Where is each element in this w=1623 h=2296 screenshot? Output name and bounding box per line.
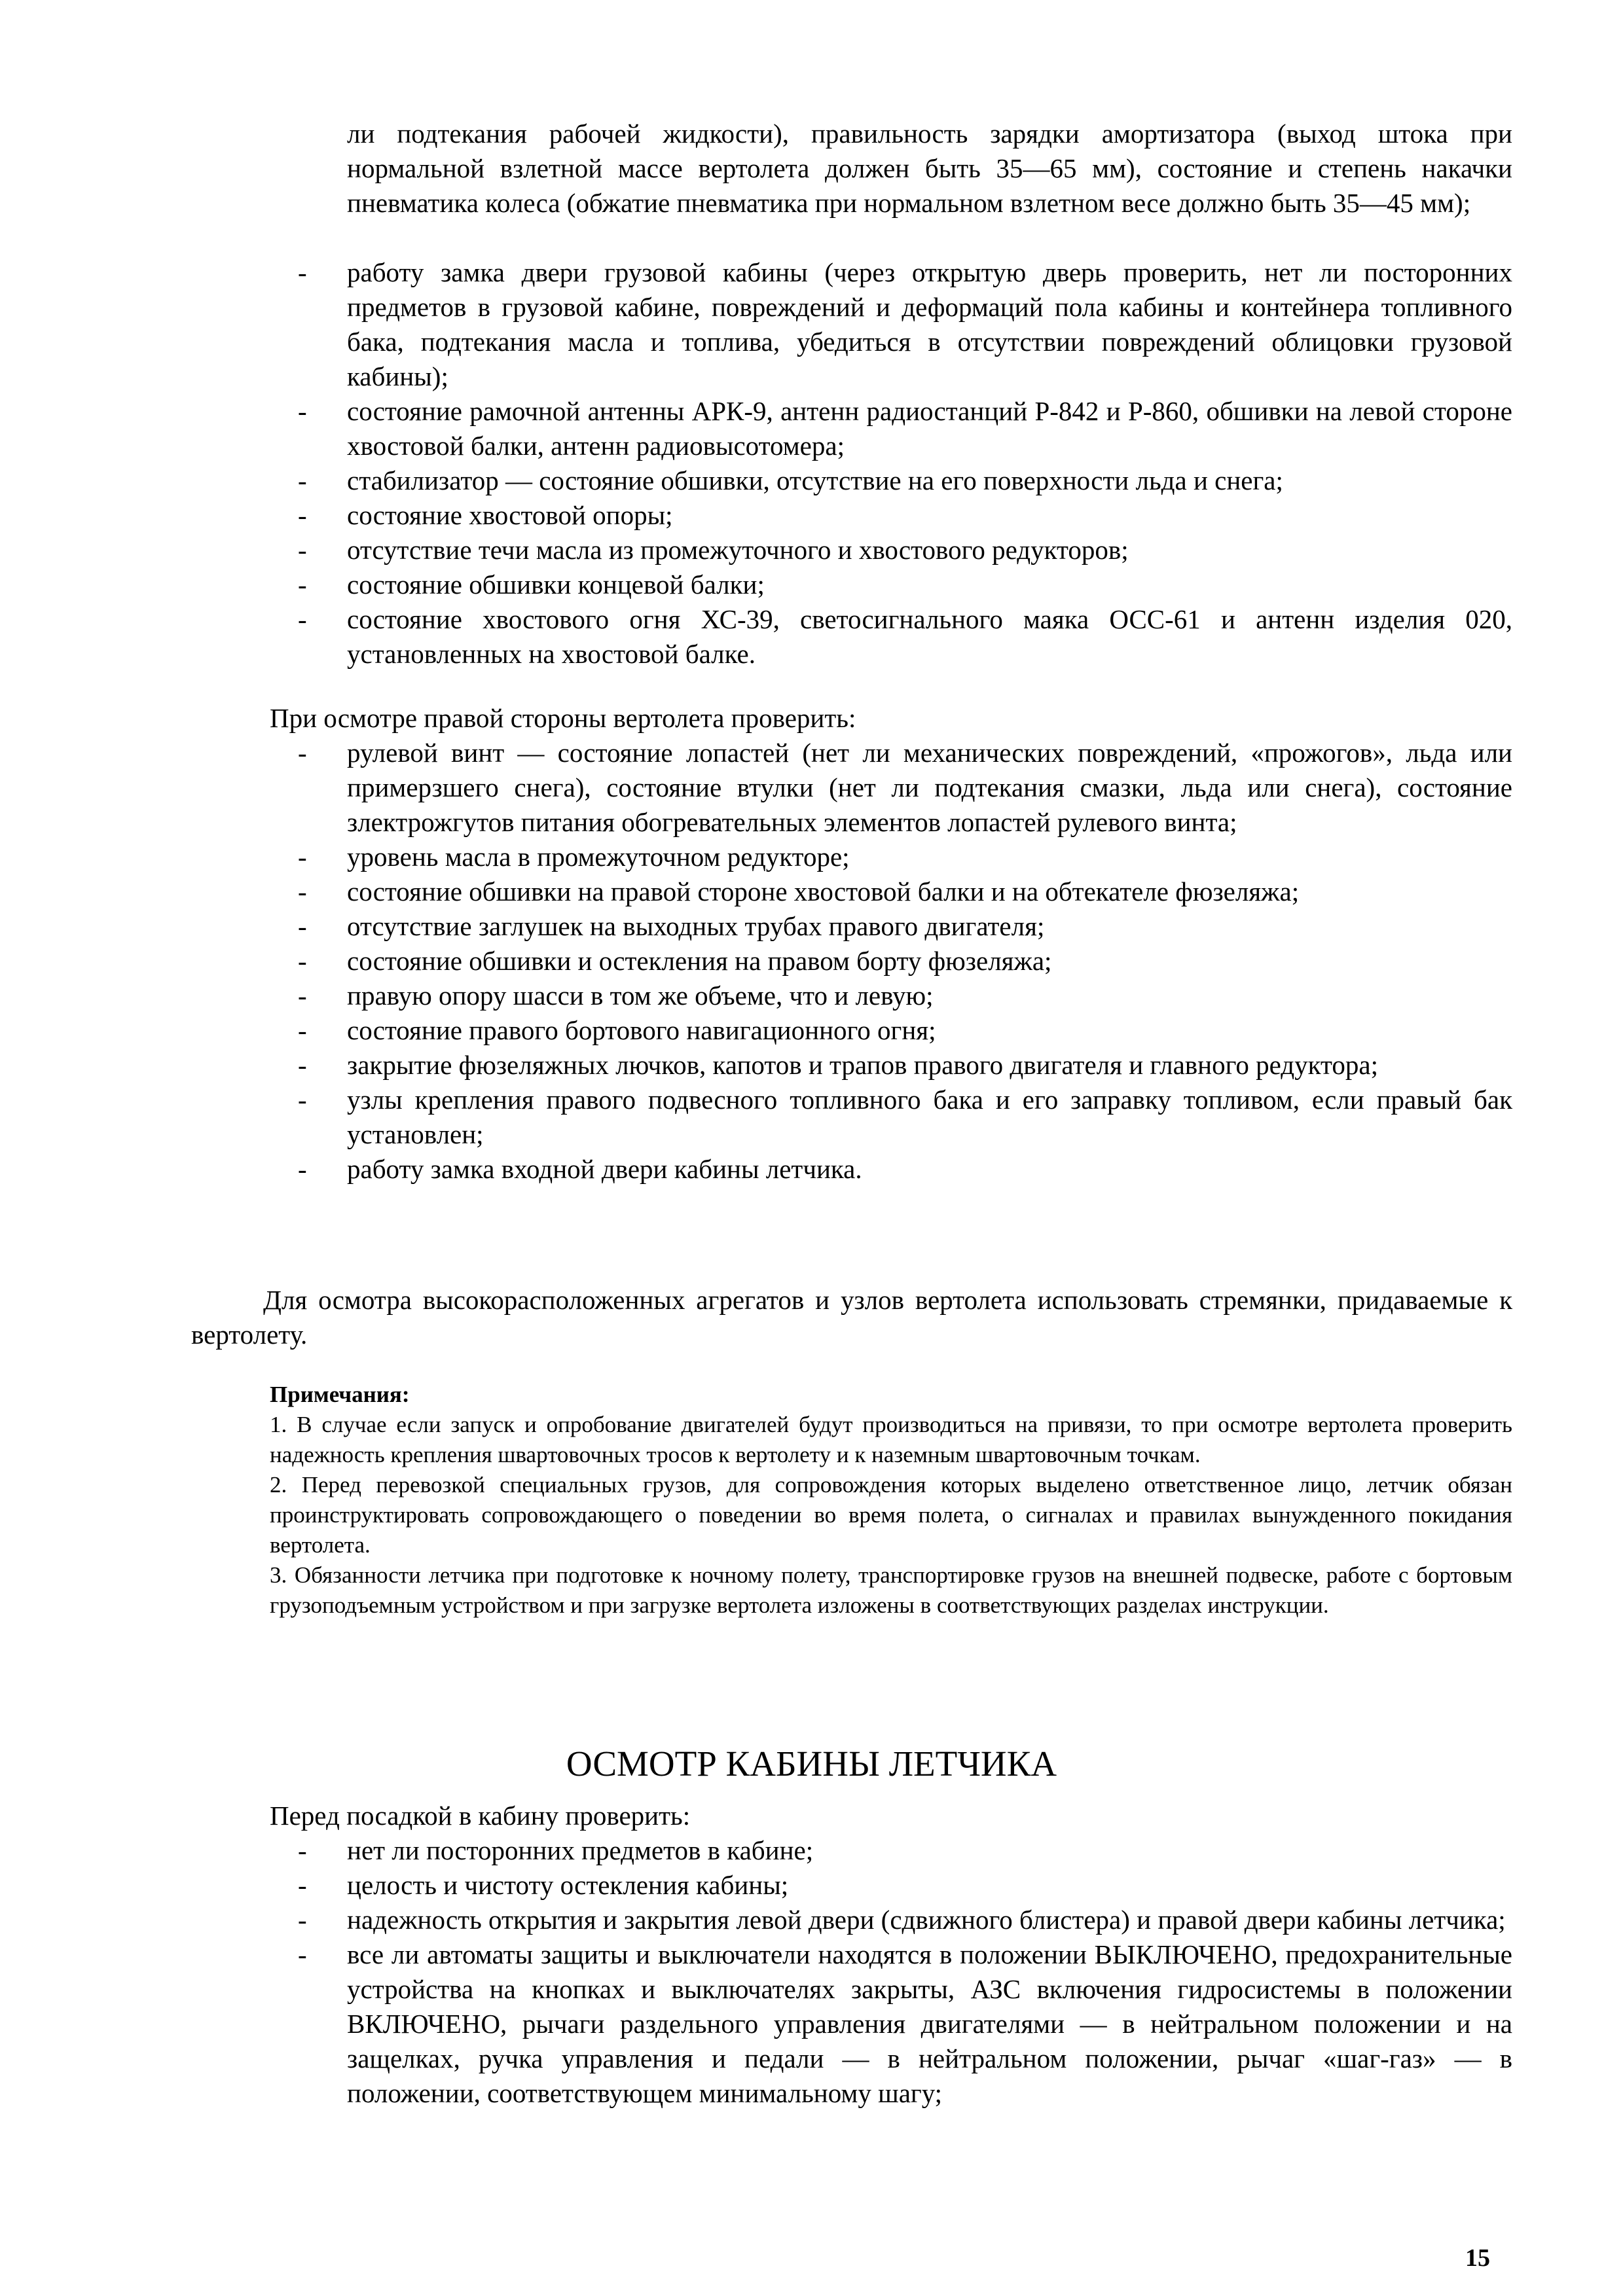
note-item: 2. Перед перевозкой специальных грузов, для сопровождения которых выделено ответственное лицо, летчик обязан проинструктировать сопровождающего о поведении во время полета, о сигналах и правилах вынужденного покидания вертолета.	[270, 1472, 1512, 1558]
list-item	[298, 874, 1512, 909]
list-item-text: нет ли посторонних предметов в кабине;	[347, 1835, 814, 1865]
list-item-text: все ли автоматы защиты и выключатели находятся в положении ВЫКЛЮЧЕНО, предохранительные устройства на кнопках и выключателях закрыты, АЗС включения гидросистемы в положении ВКЛЮЧЕНО, рычаги раздельного управления двигателями — в нейтральном положении и на защелках, ручка управления и педали — в нейтральном положении, рычаг «шаг-газ» — в положении, соответствующем минимальному шагу;	[347, 1939, 1512, 2108]
list-item	[298, 1048, 1512, 1083]
dash-bullet: -	[298, 465, 307, 495]
list-item	[298, 1868, 1512, 1903]
cabin-intro: Перед посадкой в кабину проверить:	[270, 1801, 691, 1831]
list-item-text: состояние хвостового огня ХС-39, светосигнального маяка ОСС-61 и антенн изделия 020, установленных на хвостовой балке.	[347, 604, 1512, 669]
dash-bullet: -	[298, 1835, 307, 1865]
list-item	[298, 944, 1512, 978]
list-item-text: состояние обшивки на правой стороне хвостовой балки и на обтекателе фюзеляжа;	[347, 876, 1300, 906]
dash-bullet: -	[298, 738, 307, 768]
dash-bullet: -	[298, 946, 307, 976]
list-item	[298, 978, 1512, 1013]
list-item	[298, 463, 1512, 498]
note-item: 3. Обязанности летчика при подготовке к ночному полету, транспортировке грузов на внешней подвеске, работе с бортовым грузоподъемным устройством и при загрузке вертолета изложены в соответствующих разделах инструкции.	[270, 1562, 1512, 1618]
dash-bullet: -	[298, 1015, 307, 1045]
dash-bullet: -	[298, 911, 307, 941]
list-item	[298, 1013, 1512, 1048]
dash-bullet: -	[298, 842, 307, 872]
right-side-intro: При осмотре правой стороны вертолета проверить:	[270, 703, 856, 733]
list-item-text: отсутствие заглушек на выходных трубах правого двигателя;	[347, 911, 1045, 941]
dash-bullet: -	[298, 396, 307, 426]
dash-bullet: -	[298, 257, 307, 287]
list-item-text: состояние обшивки и остекления на правом борту фюзеляжа;	[347, 946, 1052, 976]
list-item	[298, 1152, 1512, 1187]
dash-bullet: -	[298, 1939, 307, 1969]
dash-bullet: -	[298, 1050, 307, 1080]
list-item	[298, 1937, 1512, 2111]
list-item-text: правую опору шасси в том же объеме, что и левую;	[347, 980, 934, 1011]
continuation-paragraph: ли подтекания рабочей жидкости), правильность зарядки амортизатора (выход штока при нормальной взлетной массе вертолета должен быть 35—65 мм), состояние и степень накачки пневматика колеса (обжатие пневматика при нормальном взлетном весе должно быть 35—45 мм);	[347, 118, 1512, 218]
list-item-text: рулевой винт — состояние лопастей (нет ли механических повреждений, «прожогов», льда или примерзшего снега), состояние втулки (нет ли подтекания смазки, льда или снега), состояние злектрожгутов питания обогревательных элементов лопастей рулевого винта;	[347, 738, 1512, 837]
section-title: ОСМОТР КАБИНЫ ЛЕТЧИКА	[566, 1744, 1057, 1784]
list-item-text: состояние правого бортового навигационного огня;	[347, 1015, 936, 1045]
list-item	[298, 1903, 1512, 1937]
list-item-text: уровень масла в промежуточном редукторе;	[347, 842, 850, 872]
list-item-text: целость и чистоту остекления кабины;	[347, 1870, 789, 1900]
list-item	[298, 1083, 1512, 1152]
list-item-text: узлы крепления правого подвесного топливного бака и его заправку топливом, если правый бак установлен;	[347, 1085, 1512, 1149]
list-item-text: отсутствие течи масла из промежуточного и хвостового редукторов;	[347, 535, 1129, 565]
dash-bullet: -	[298, 876, 307, 906]
list-item-text: состояние рамочной антенны АРК-9, антенн радиостанций Р-842 и Р-860, обшивки на левой стороне хвостовой балки, антенн радиовысотомера;	[347, 396, 1512, 461]
dash-bullet: -	[298, 1905, 307, 1935]
dash-bullet: -	[298, 1154, 307, 1184]
page-number: 15	[1465, 2244, 1490, 2272]
list-item	[298, 255, 1512, 394]
right-side-checklist	[298, 736, 1512, 1187]
list-item	[298, 567, 1512, 602]
list-item	[298, 394, 1512, 463]
dash-bullet: -	[298, 569, 307, 600]
dash-bullet: -	[298, 604, 307, 634]
dash-bullet: -	[298, 500, 307, 530]
dash-bullet: -	[298, 1085, 307, 1115]
left-side-checklist	[298, 255, 1512, 672]
notes-block	[270, 1380, 1512, 1621]
ladders-paragraph: Для осмотра высокорасположенных агрегатов и узлов вертолета использовать стремянки, придаваемые к вертолету.	[191, 1285, 1512, 1350]
list-item-text: закрытие фюзеляжных лючков, капотов и трапов правого двигателя и главного редуктора;	[347, 1050, 1378, 1080]
dash-bullet: -	[298, 980, 307, 1011]
list-item	[298, 1833, 1512, 1868]
list-item-text: стабилизатор — состояние обшивки, отсутствие на его поверхности льда и снега;	[347, 465, 1283, 495]
list-item-text: состояние обшивки концевой балки;	[347, 569, 765, 600]
dash-bullet: -	[298, 535, 307, 565]
list-item	[298, 602, 1512, 672]
dash-bullet: -	[298, 1870, 307, 1900]
list-item	[298, 840, 1512, 874]
note-item: 1. В случае если запуск и опробование двигателей будут производиться на привязи, то при осмотре вертолета проверить надежность крепления швартовочных тросов к вертолету и к наземным швартовочным точкам.	[270, 1412, 1512, 1467]
list-item-text: работу замка входной двери кабины летчика.	[347, 1154, 862, 1184]
list-item-text: надежность открытия и закрытия левой двери (сдвижного блистера) и правой двери кабины летчика;	[347, 1905, 1506, 1935]
list-item-text: работу замка двери грузовой кабины (через открытую дверь проверить, нет ли посторонних предметов в грузовой кабине, повреждений и деформаций пола кабины и контейнера топливного бака, подтекания масла и топлива, убедиться в отсутствии повреждений облицовки грузовой кабины);	[347, 257, 1512, 391]
list-item	[298, 909, 1512, 944]
list-item	[298, 498, 1512, 533]
list-item-text: состояние хвостовой опоры;	[347, 500, 673, 530]
list-item	[298, 736, 1512, 840]
list-item	[298, 533, 1512, 567]
notes-heading: Примечания:	[270, 1382, 410, 1407]
cabin-checklist	[298, 1833, 1512, 2111]
